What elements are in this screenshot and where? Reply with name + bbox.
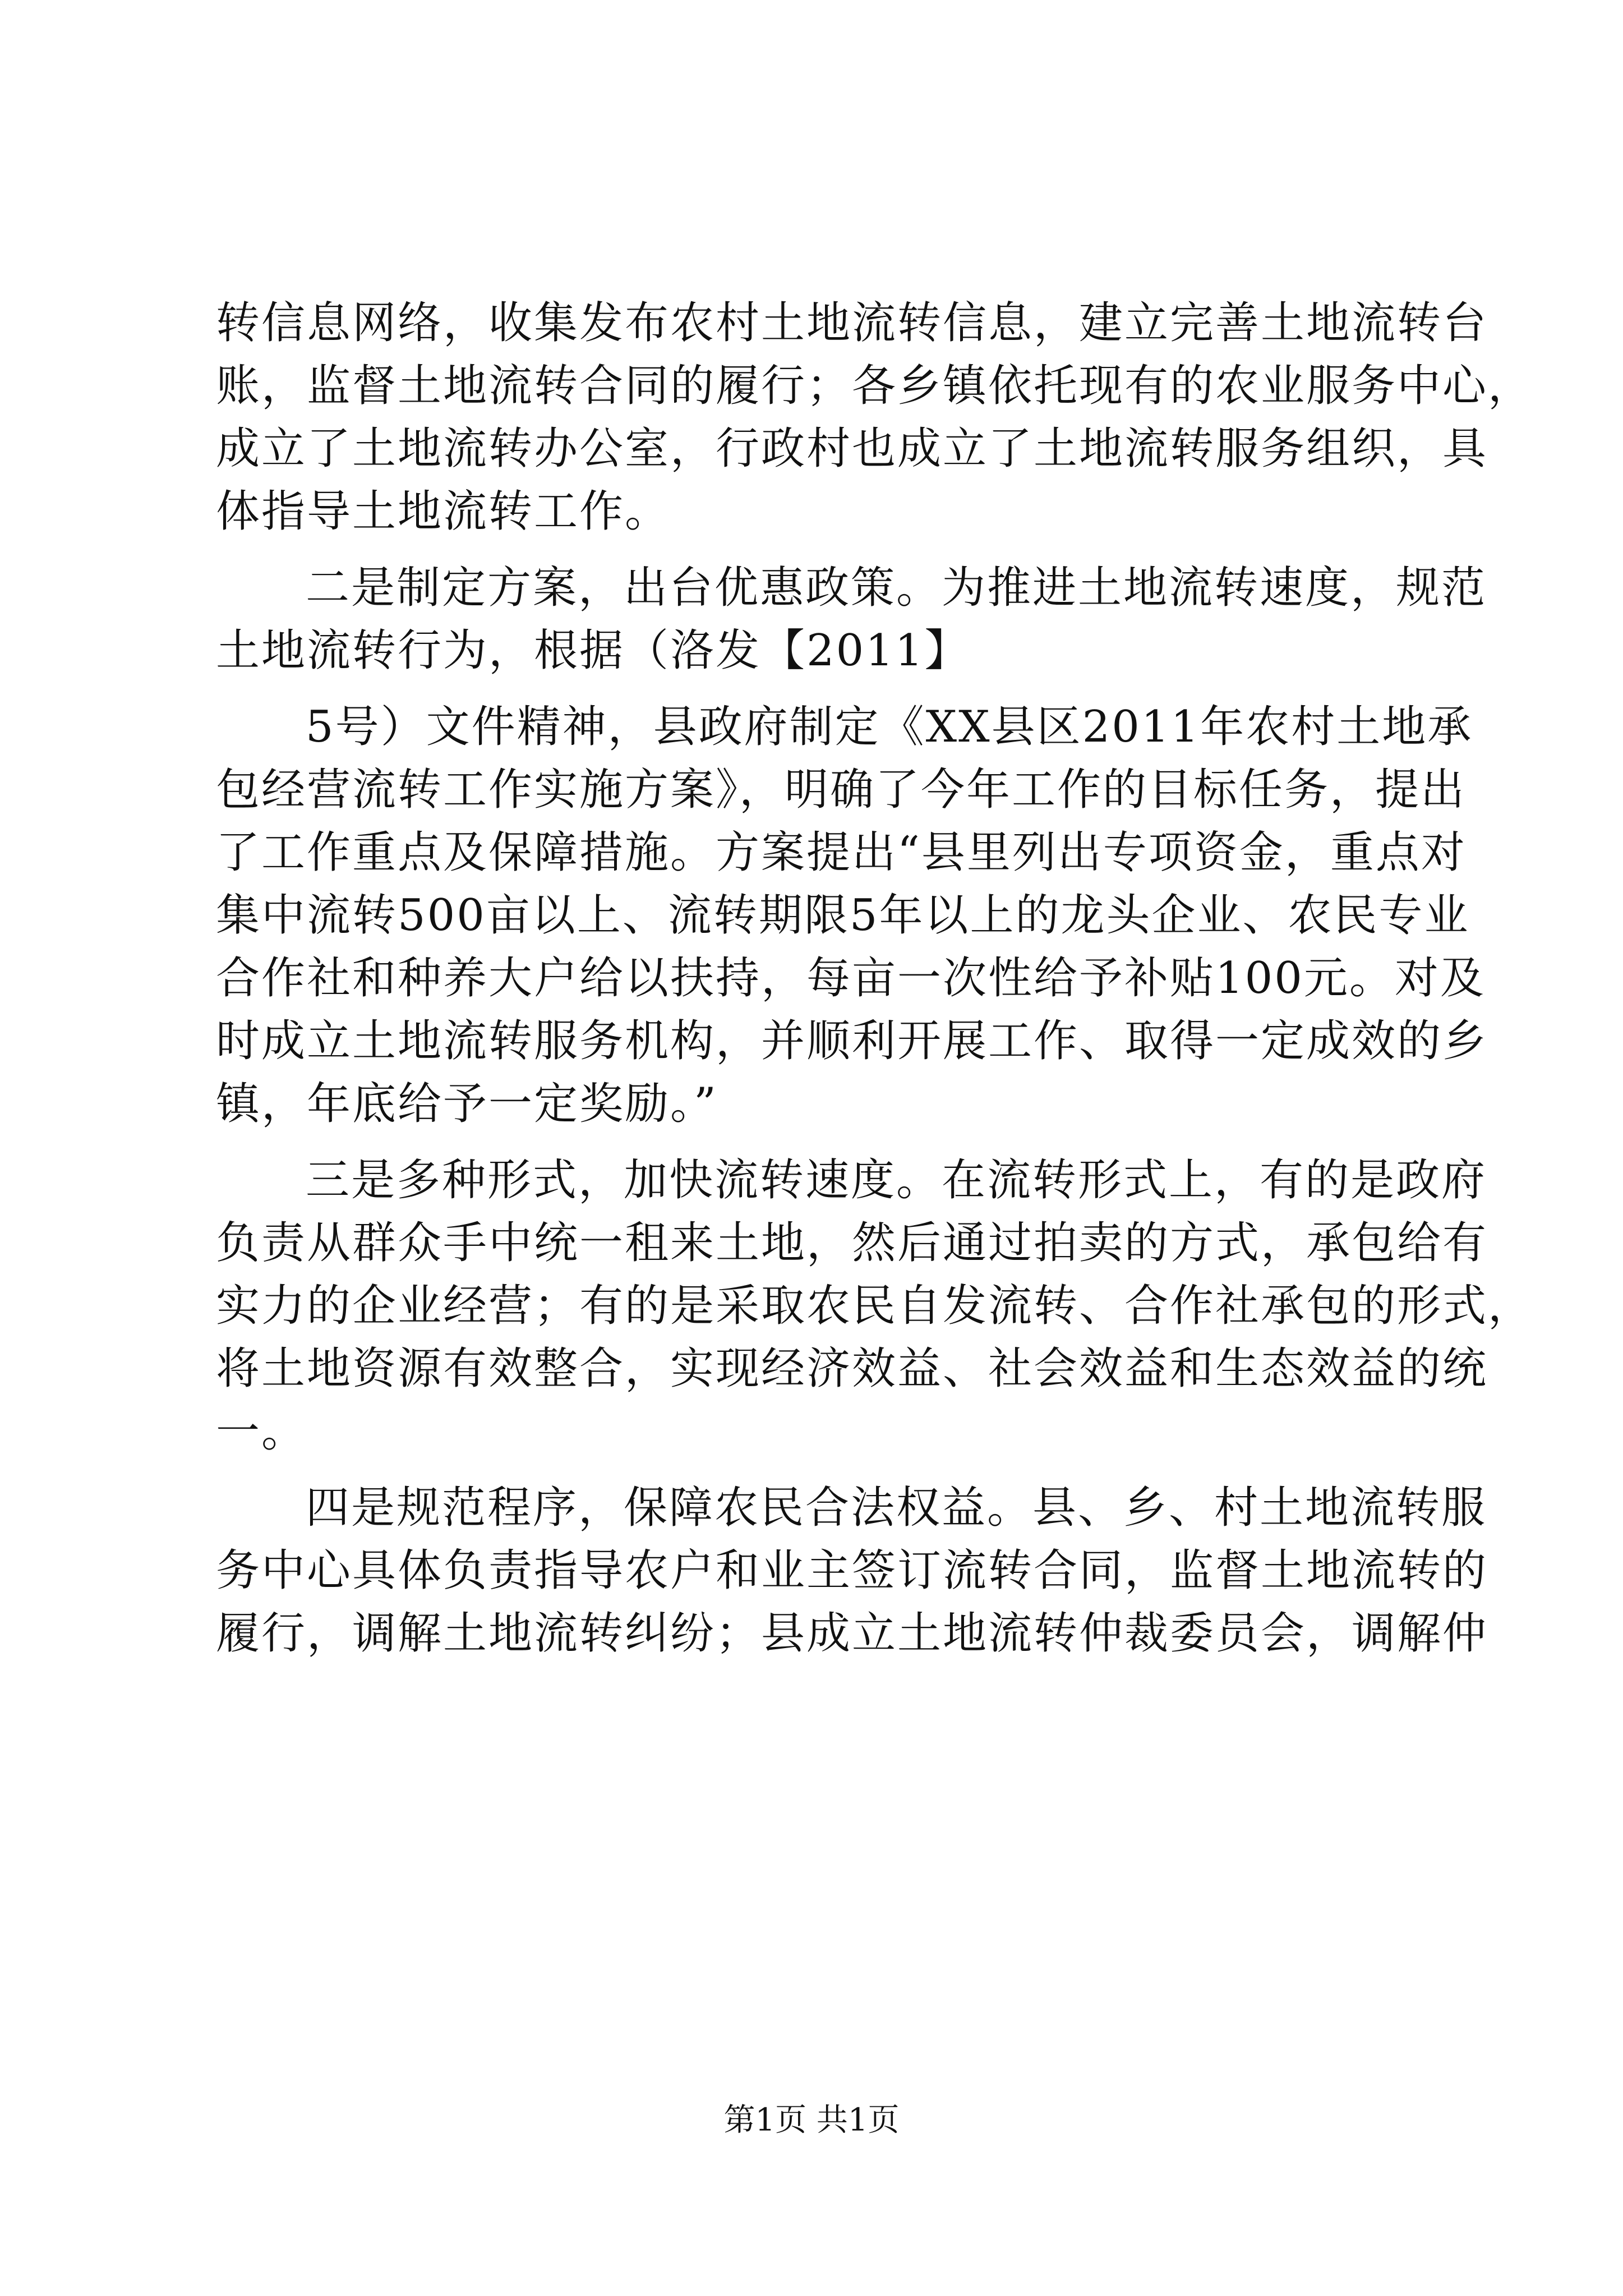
paragraph-4-line-1: 三是多种形式，加快流转速度。在流转形式上，有的是政府 (306, 1155, 1487, 1205)
paragraph-3-line-3: 了工作重点及保障措施。方案提出“县里列出专项资金，重点对 (216, 827, 1467, 878)
paragraph-2-line-1: 二是制定方案，出台优惠政策。为推进土地流转速度，规范 (306, 563, 1487, 613)
paragraph-2 (216, 556, 1487, 682)
paragraph-1 (216, 292, 1534, 543)
paragraph-5-line-3: 履行，调解土地流转纠纷；县成立土地流转仲裁委员会，调解仲 (216, 1608, 1488, 1659)
document-body (216, 292, 1534, 1665)
paragraph-5-line-2: 务中心具体负责指导农户和业主签订流转合同，监督土地流转的 (216, 1545, 1488, 1596)
paragraph-4-line-2: 负责从群众手中统一租来土地，然后通过拍卖的方式，承包给有 (216, 1218, 1488, 1268)
paragraph-4 (216, 1149, 1534, 1463)
page-footer (0, 2101, 1623, 2140)
paragraph-3 (216, 696, 1488, 1135)
paragraph-2-line-2: 土地流转行为，根据（洛发【2011】 (216, 625, 970, 676)
paragraph-1-line-4: 体指导土地流转工作。 (216, 486, 671, 537)
paragraph-3-line-4: 集中流转500亩以上、流转期限5年以上的龙头企业、农民专业 (216, 890, 1470, 941)
paragraph-4-line-4: 将土地资源有效整合，实现经济效益、社会效益和生态效益的统 (216, 1343, 1488, 1394)
paragraph-3-line-1: 5号）文件精神，县政府制定《XX县区2011年农村土地承 (306, 702, 1473, 752)
paragraph-4-line-5: 一。 (216, 1406, 307, 1457)
page-number-label: 第1页 共1页 (723, 2102, 900, 2138)
paragraph-4-line-3: 实力的企业经营；有的是采取农民自发流转、合作社承包的形式， (216, 1281, 1534, 1331)
paragraph-5-line-1: 四是规范程序，保障农民合法权益。县、乡、村土地流转服 (306, 1483, 1487, 1533)
paragraph-1-line-1: 转信息网络，收集发布农村土地流转信息，建立完善土地流转台 (216, 298, 1488, 348)
paragraph-1-line-3: 成立了土地流转办公室，行政村也成立了土地流转服务组织，具 (216, 424, 1488, 474)
paragraph-3-line-6: 时成立土地流转服务机构，并顺利开展工作、取得一定成效的乡 (216, 1016, 1488, 1066)
paragraph-3-line-5: 合作社和种养大户给以扶持，每亩一次性给予补贴100元。对及 (216, 953, 1486, 1004)
paragraph-3-line-2: 包经营流转工作实施方案》，明确了今年工作的目标任务，提出 (216, 765, 1467, 815)
paragraph-5 (216, 1476, 1488, 1665)
paragraph-1-line-2: 账，监督土地流转合同的履行；各乡镇依托现有的农业服务中心， (216, 361, 1534, 411)
paragraph-3-line-7: 镇，年底给予一定奖励。” (216, 1079, 718, 1129)
